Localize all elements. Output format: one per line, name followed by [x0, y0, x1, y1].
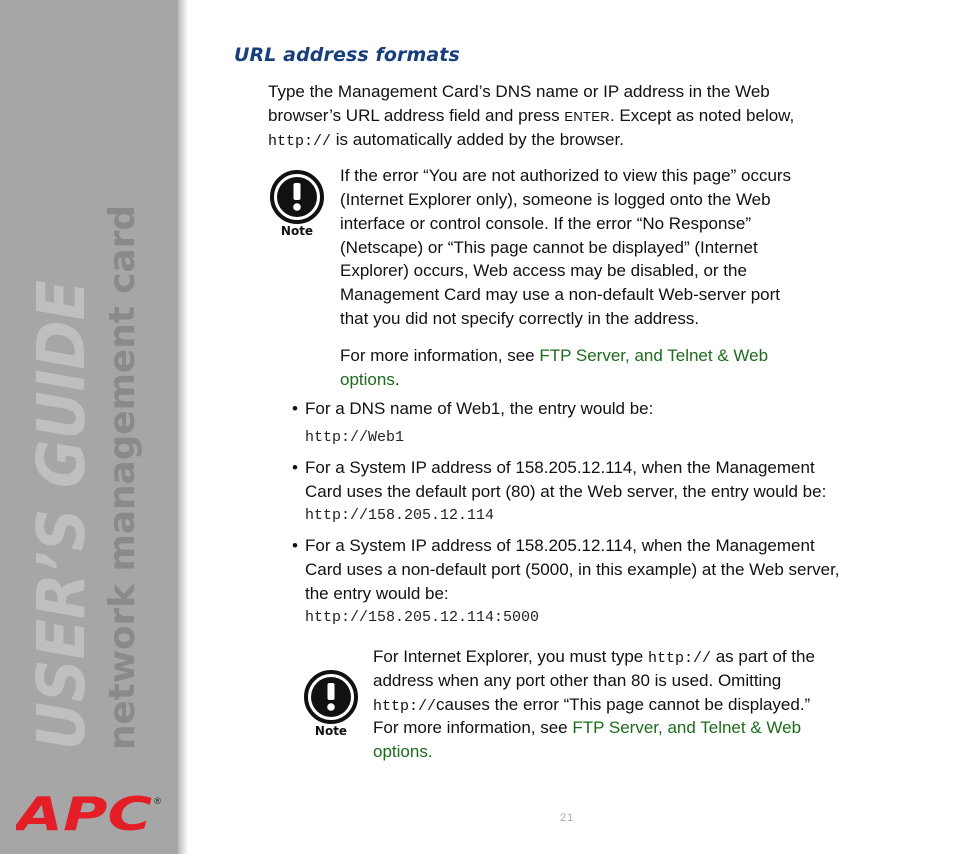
bullet-marker: •: [292, 536, 298, 555]
bullet-text: the entry would be:: [305, 584, 449, 603]
bullet-text: For a DNS name of Web1, the entry would be:: [305, 399, 654, 418]
note-2-line-4: [373, 716, 801, 740]
registered-mark: ®: [153, 797, 162, 807]
note-2-line-1: [373, 645, 815, 671]
note-label: Note: [314, 724, 348, 738]
url-example: http://158.205.12.114: [305, 507, 495, 524]
bullet-text: Card uses the default port (80) at the Web server, the entry would be:: [305, 482, 827, 501]
note-1-line: (Internet Explorer only), someone is logged onto the Web: [340, 190, 771, 209]
intro-line-3: [268, 128, 624, 154]
bullet-text: Card uses a non-default port (5000, in this example) at the Web server,: [305, 560, 840, 579]
intro-line-2: [268, 104, 794, 129]
exclamation-icon: [301, 670, 361, 724]
note-callout-2: [301, 670, 361, 740]
more-info-text: For more information, see: [340, 346, 540, 365]
intro-text: is automatically added by the browser.: [331, 130, 624, 149]
note-callout-1: [267, 170, 327, 240]
users-guide-title: USER’S GUIDE: [23, 225, 100, 750]
bullet-text: For a System IP address of 158.205.12.114, when the Management: [305, 536, 815, 555]
note-2-text: For more information, see: [373, 718, 573, 737]
note-1-line: If the error “You are not authorized to view this page” occurs: [340, 166, 792, 185]
code-inline: http://: [268, 133, 332, 150]
note-1-line: Explorer) occurs, Web access may be disabled, or the: [340, 261, 747, 280]
url-example: http://Web1: [305, 429, 405, 446]
ftp-telnet-web-link[interactable]: FTP Server, and Telnet & Web: [539, 346, 769, 365]
note-2-text: For Internet Explorer, you must type: [373, 647, 648, 666]
note-1-line: that you did not specify correctly in the address.: [340, 309, 700, 328]
bullet-marker: •: [292, 458, 298, 477]
note-2-text: as part of the: [710, 647, 815, 666]
page-number: 21: [560, 812, 575, 824]
network-management-card-title: network management card: [102, 202, 143, 750]
url-example: http://158.205.12.114:5000: [305, 609, 540, 626]
note-1-line: (Netscape) or “This page cannot be displayed” (Internet: [340, 238, 758, 257]
note-1-line: Management Card may use a non-default Web-server port: [340, 285, 781, 304]
code-inline: http://: [373, 698, 437, 715]
options-link[interactable]: options.: [373, 742, 433, 761]
section-title: URL address formats: [234, 44, 460, 66]
sidebar: [0, 0, 178, 854]
bullet-text: For a System IP address of 158.205.12.114, when the Management: [305, 458, 815, 477]
exclamation-icon: [267, 170, 327, 224]
sidebar-shadow: [178, 0, 188, 854]
period-text: .: [394, 370, 400, 389]
note-1-more-info: [340, 344, 768, 368]
note-label: Note: [280, 224, 314, 238]
enter-key-text: ENTER: [564, 109, 610, 124]
apc-logo-text: APC: [16, 790, 153, 836]
ftp-telnet-web-link[interactable]: FTP Server, and Telnet & Web: [572, 718, 802, 737]
note-2-line-2: address when any port other than 80 is used. Omitting: [373, 671, 782, 690]
bullet-marker: •: [292, 399, 298, 418]
intro-text: . Except as noted below,: [609, 106, 795, 125]
note-2-line-5: [373, 740, 433, 764]
intro-text: browser’s URL address field and press: [268, 106, 565, 125]
note-1-line: interface or control console. If the error “No Response”: [340, 214, 752, 233]
apc-logo: [16, 790, 162, 836]
intro-line-1: Type the Management Card’s DNS name or IP address in the Web: [268, 82, 770, 101]
note-2-line-3: [373, 693, 810, 719]
vertical-title: [0, 0, 180, 780]
note-1-more-info-2: [340, 368, 400, 392]
note-2-text: causes the error “This page cannot be displayed.”: [436, 695, 811, 714]
code-inline: http://: [647, 650, 711, 667]
options-link[interactable]: options: [340, 370, 395, 389]
